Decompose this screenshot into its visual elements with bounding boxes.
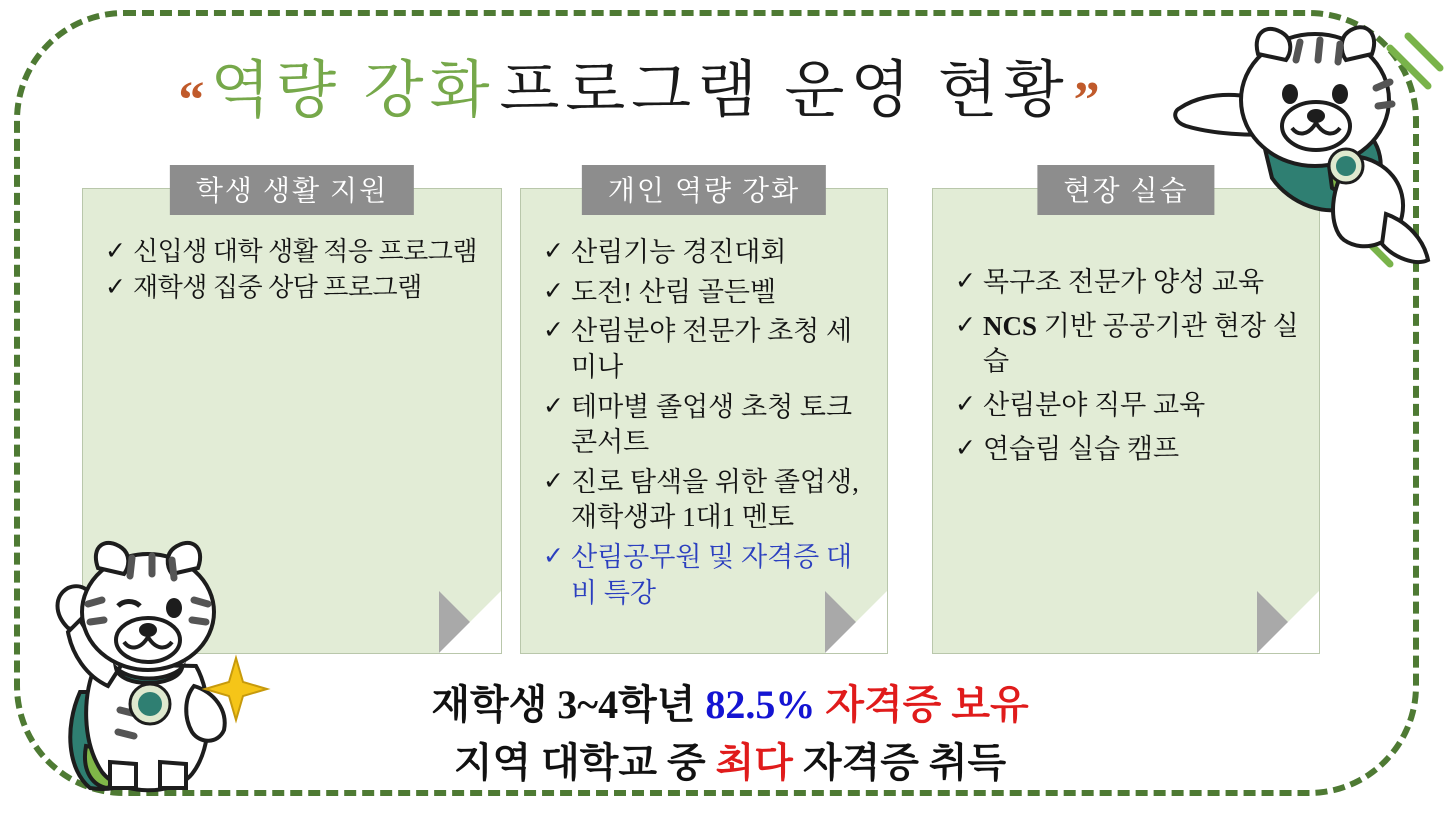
page-fold: [1257, 591, 1319, 653]
card-header-2: 개인 역량 강화: [582, 165, 826, 215]
card-body-1: [105, 235, 483, 308]
close-quote: ”: [1073, 72, 1102, 129]
title-green-text: 역량 강화: [210, 57, 496, 125]
page-fold: [439, 591, 501, 653]
list-item-label: 도전! 산림 골든벨: [571, 276, 777, 307]
list-item-label: 테마별 졸업생 초청 토크 콘서트: [571, 391, 853, 458]
list-item-label: 진로 탐색을 위한 졸업생, 재학생과 1대1 멘토: [571, 466, 859, 533]
list-item: [105, 271, 483, 305]
list-item-highlighted: [543, 540, 869, 611]
list-item: [543, 275, 869, 311]
bottom-caption: [300, 676, 1160, 792]
page-fold: [825, 591, 887, 653]
list-item: [543, 235, 869, 271]
check-icon: ✓: [955, 268, 976, 295]
check-icon: ✓: [543, 392, 564, 420]
check-icon: ✓: [543, 277, 564, 305]
list-item: [955, 432, 1301, 468]
check-icon: ✓: [543, 467, 564, 495]
caption-line2-prefix: 지역 대학교 중: [453, 740, 716, 785]
card-personal-capability: [520, 176, 888, 654]
list-item-label: 신입생 대학 생활 적응 프로그램: [133, 237, 478, 266]
list-item: [543, 390, 869, 461]
caption-line2-suffix: 자격증 취득: [792, 740, 1007, 785]
list-item-label: 산림분야 직무 교육: [983, 389, 1206, 420]
open-quote: “: [178, 72, 207, 129]
list-item: [543, 314, 869, 385]
check-icon: ✓: [955, 311, 976, 339]
check-icon: ✓: [543, 238, 564, 265]
check-icon: ✓: [105, 238, 126, 265]
card-header-1: 학생 생활 지원: [170, 165, 414, 215]
list-item-label: NCS 기반 공공기관 현장 실습: [983, 310, 1299, 377]
list-item-label: 재학생 집중 상담 프로그램: [133, 273, 422, 303]
check-icon: ✓: [543, 317, 564, 345]
tiger-mascot-top: [1140, 8, 1450, 298]
card-header-3: 현장 실습: [1037, 165, 1214, 215]
title-black-text: 프로그램 운영 현황: [499, 57, 1070, 125]
caption-percent: 82.5%: [705, 682, 816, 727]
check-icon: ✓: [955, 390, 976, 418]
caption-line-1: [300, 676, 1160, 734]
caption-line2-red: 최다: [715, 740, 793, 785]
caption-line1-prefix: 재학생 3~4학년: [431, 682, 706, 727]
list-item: [543, 465, 869, 536]
check-icon: ✓: [105, 274, 126, 302]
list-item-label: 연습림 실습 캠프: [983, 433, 1180, 464]
check-icon: ✓: [955, 434, 976, 462]
list-item-label: 산림기능 경진대회: [571, 237, 787, 267]
card-body-2: [543, 235, 869, 615]
list-item: [955, 309, 1301, 380]
page-title: [0, 40, 1280, 130]
list-item: [955, 388, 1301, 424]
caption-line1-red: 자격증 보유: [825, 682, 1029, 727]
list-item-label: 산림분야 전문가 초청 세미나: [571, 316, 853, 382]
check-icon: ✓: [543, 543, 564, 570]
list-item-label: 산림공무원 및 자격증 대비 특강: [571, 542, 853, 608]
tiger-mascot-bottom: [24, 496, 284, 796]
caption-line-2: [300, 734, 1160, 792]
list-item-label: 목구조 전문가 양성 교육: [983, 267, 1265, 297]
list-item: [105, 235, 483, 269]
caption-space: [815, 682, 825, 727]
